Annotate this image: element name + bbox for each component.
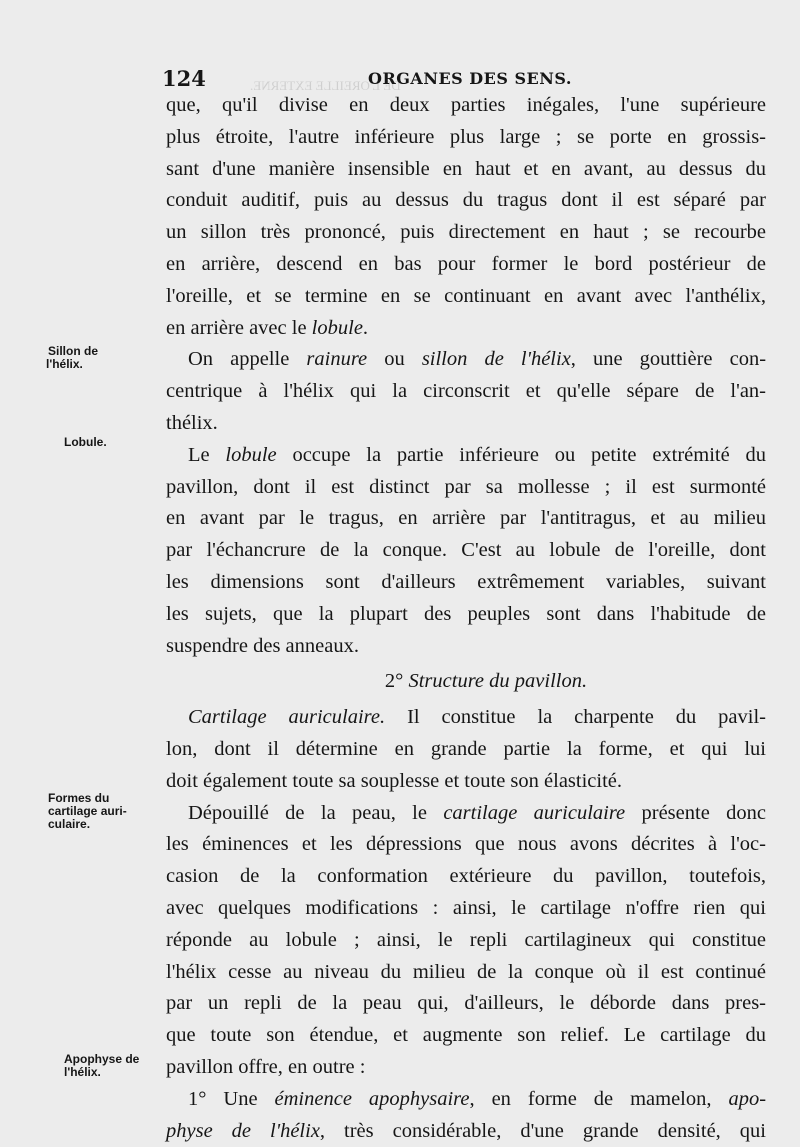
text-line: [166, 702, 766, 734]
text-line: suspendre des anneaux.: [166, 631, 766, 663]
text-line: [166, 344, 766, 376]
text-line: les éminences et les dépressions que nous avons décrites à l'oc-: [166, 829, 766, 861]
text-line: [166, 313, 766, 345]
margin-note-lobule: [64, 436, 176, 449]
text-line: l'hélix cesse au niveau du milieu de la conque où il est continué: [166, 957, 766, 989]
text-fragment: Il constitue la charpente du pavil-: [407, 706, 766, 728]
term-rainure: rainure: [306, 348, 367, 370]
text-line: en arrière, descend en bas pour former le bord postérieur de: [166, 249, 766, 281]
term-eminence-apophysaire: éminence apophysaire: [275, 1088, 470, 1110]
text-fragment: Dépouillé de la peau, le: [188, 802, 427, 824]
text-line: que, qu'il divise en deux parties inégales, l'une supérieure: [166, 90, 766, 122]
paragraph-sillon: [166, 344, 766, 439]
term-cartilage-auriculaire: cartilage auriculaire: [443, 802, 625, 824]
text-line: réponde au lobule ; ainsi, le repli cartilagineux qui constitue: [166, 925, 766, 957]
text-line: [166, 1084, 766, 1116]
paragraph-helix-continuation: [166, 90, 766, 344]
text-fragment: , en forme de mamelon,: [469, 1088, 711, 1110]
text-line: pavillon offre, en outre :: [166, 1052, 766, 1084]
text-line: l'oreille, et se termine en se continuant en avant avec l'anthélix,: [166, 281, 766, 313]
running-head: ORGANES DES SENS.: [368, 69, 572, 88]
margin-note-line: Lobule.: [64, 436, 176, 449]
text-fragment: 1° Une: [188, 1088, 258, 1110]
text-fragment: en arrière avec le: [166, 317, 307, 339]
show-through-texture: DE L'OREILLE EXTERNE.: [250, 78, 401, 94]
section-number: 2°: [385, 670, 403, 692]
text-fragment: , très considérable, d'une grande densité, qui: [320, 1120, 766, 1142]
margin-note-sillon: [48, 345, 160, 371]
margin-note-line: Sillon de: [48, 345, 160, 358]
text-line: lon, dont il détermine en grande partie la forme, et qui lui: [166, 734, 766, 766]
text-line: casion de la conformation extérieure du pavillon, toutefois,: [166, 861, 766, 893]
text-line: [166, 440, 766, 472]
text-line: un sillon très prononcé, puis directement en haut ; se recourbe: [166, 217, 766, 249]
margin-note-formes: [48, 792, 160, 831]
text-line: [166, 798, 766, 830]
term-sillon-helix: sillon de l'hélix: [422, 348, 571, 370]
text-line: en avant par le tragus, en arrière par l'antitragus, et au milieu: [166, 503, 766, 535]
text-fragment: On appelle: [188, 348, 289, 370]
text-line: thélix.: [166, 408, 766, 440]
margin-note-line: culaire.: [48, 818, 160, 831]
text-fragment: occupe la partie inférieure ou petite extrémité du: [292, 444, 766, 466]
margin-note-apophyse: [64, 1053, 168, 1079]
text-fragment: ou: [384, 348, 405, 370]
paragraph-cartilage: [166, 702, 766, 797]
margin-note-line: l'hélix.: [46, 358, 160, 371]
main-text: [166, 90, 766, 1147]
text-line: doit également toute sa souplesse et toute son élasticité.: [166, 766, 766, 798]
text-line: pavillon, dont il est distinct par sa mollesse ; il est surmonté: [166, 472, 766, 504]
term-lobule: lobule: [225, 444, 276, 466]
text-line: centrique à l'hélix qui la circonscrit et qu'elle sépare de l'an-: [166, 376, 766, 408]
paragraph-apophyse: [166, 1084, 766, 1147]
text-line: [166, 1116, 766, 1147]
margin-note-line: l'hélix.: [64, 1066, 168, 1079]
text-fragment: .: [363, 317, 368, 339]
margin-note-line: cartilage auri-: [48, 805, 160, 818]
text-line: que toute son étendue, et augmente son relief. Le cartilage du: [166, 1020, 766, 1052]
term-apophyse-helix: apo-: [728, 1088, 766, 1110]
text-fragment: Le: [188, 444, 210, 466]
text-line: par l'échancrure de la conque. C'est au lobule de l'oreille, dont: [166, 535, 766, 567]
margin-note-line: Apophyse de: [64, 1053, 168, 1066]
paragraph-lobule: [166, 440, 766, 663]
text-line: plus étroite, l'autre inférieure plus large ; se porte en grossis-: [166, 122, 766, 154]
text-line: les sujets, que la plupart des peuples sont dans l'habitude de: [166, 599, 766, 631]
text-line: conduit auditif, puis au dessus du tragus dont il est séparé par: [166, 185, 766, 217]
term-lobule: lobule: [312, 317, 363, 339]
text-line: les dimensions sont d'ailleurs extrêmement variables, suivant: [166, 567, 766, 599]
text-fragment: , une gouttière con-: [571, 348, 766, 370]
text-line: sant d'une manière insensible en haut et en avant, au dessus du: [166, 154, 766, 186]
paragraph-formes: [166, 798, 766, 1084]
text-fragment: présente donc: [642, 802, 767, 824]
text-line: par un repli de la peau qui, d'ailleurs, le déborde dans pres-: [166, 988, 766, 1020]
section-heading: [166, 666, 766, 698]
page-number: 124: [162, 66, 206, 91]
term-cartilage-auriculaire: Cartilage auriculaire.: [188, 706, 385, 728]
text-line: avec quelques modifications : ainsi, le cartilage n'offre rien qui: [166, 893, 766, 925]
section-title: Structure du pavillon.: [408, 670, 587, 692]
margin-note-line: Formes du: [48, 792, 160, 805]
term-apophyse-helix: physe de l'hélix: [166, 1120, 320, 1142]
